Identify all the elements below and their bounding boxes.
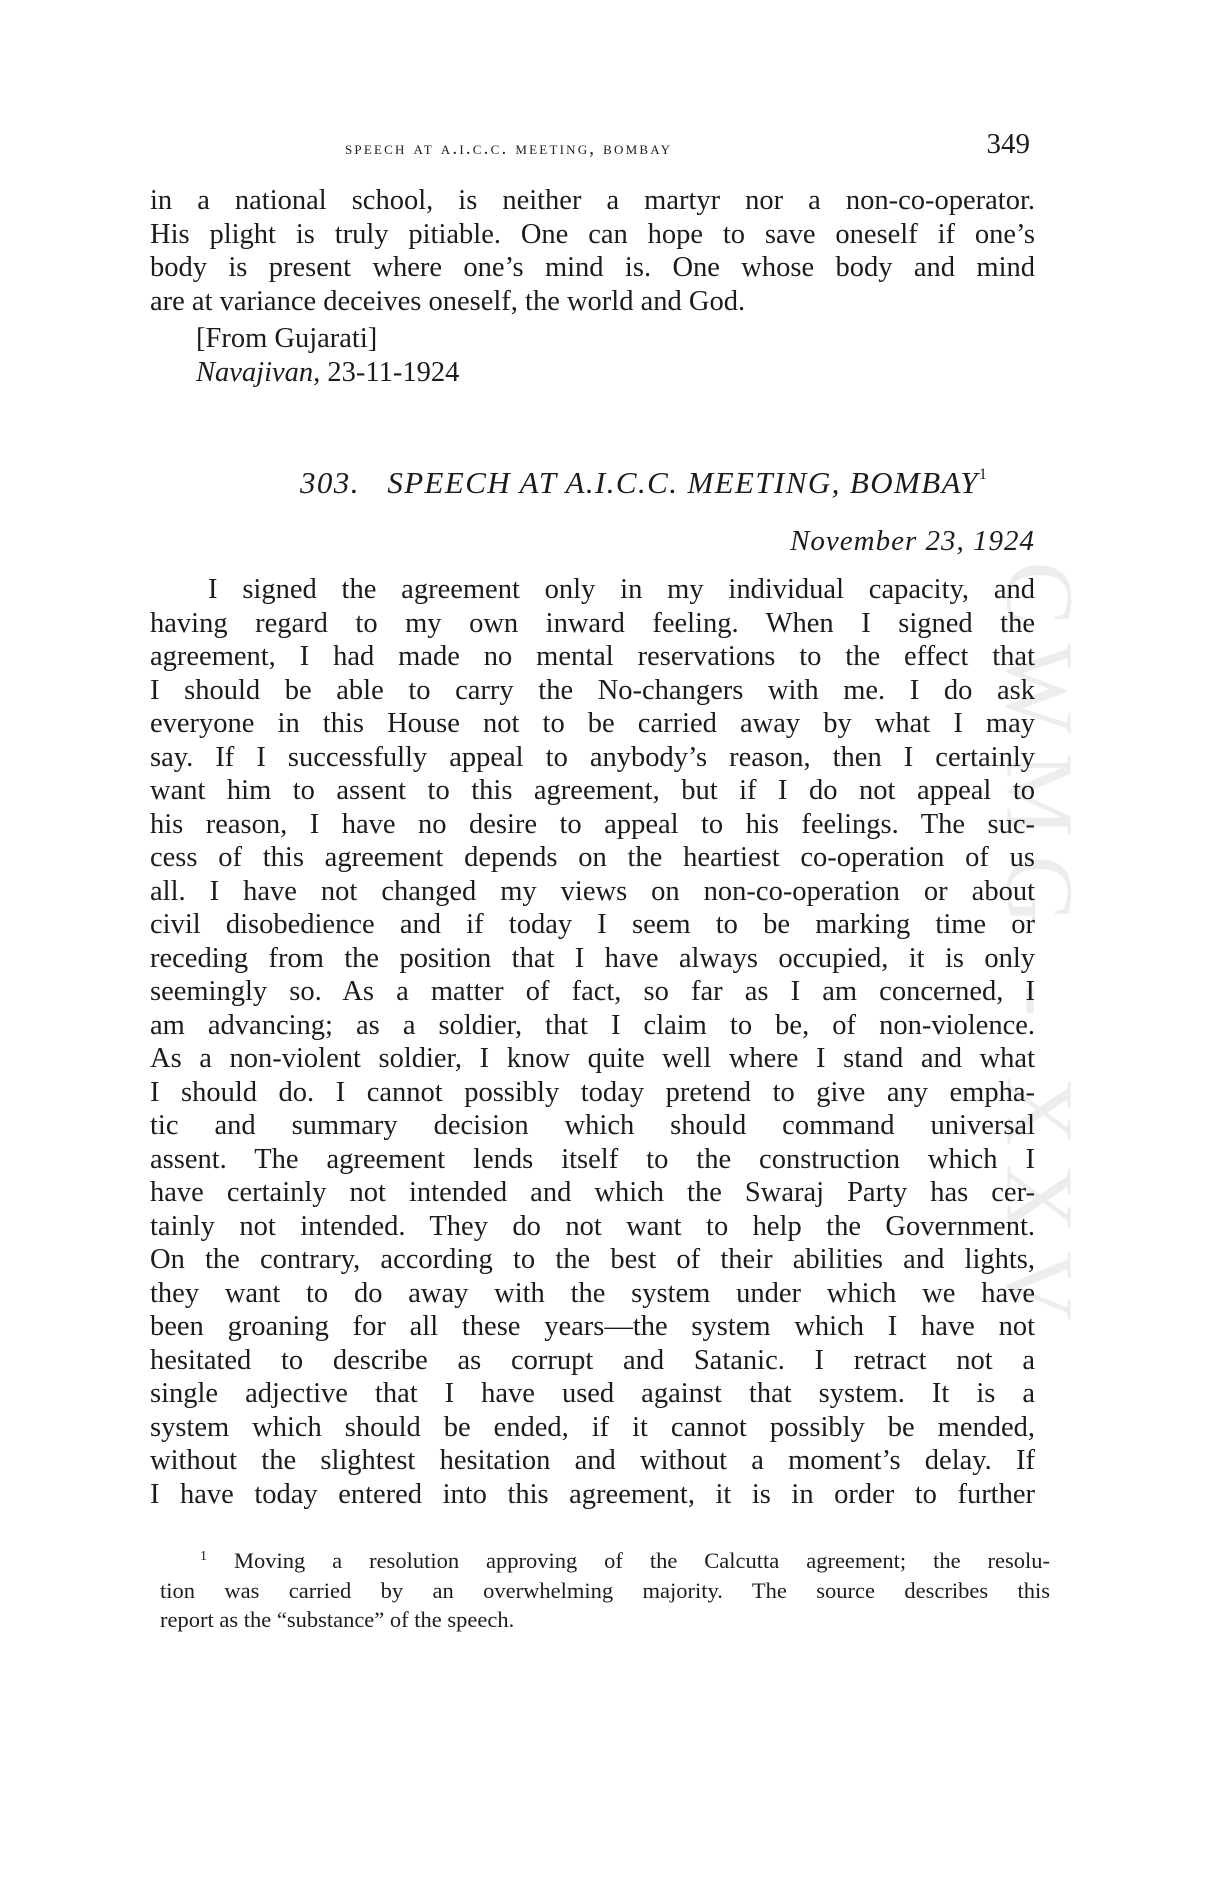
- text-line: tainly not intended. They do not want to help the Government.: [150, 1210, 1035, 1242]
- text-line: single adjective that I have used against that system. It is a: [150, 1378, 1035, 1409]
- section-heading: [300, 465, 988, 501]
- text-line: having regard to my own inward feeling. When I signed the: [150, 607, 1035, 639]
- text-line: been groaning for all these years—the system which I have not: [150, 1311, 1035, 1342]
- text-line: they want to do away with the system under which we have: [150, 1277, 1035, 1309]
- text-line: tic and summary decision which should command universal: [150, 1110, 1035, 1141]
- text-line: in a national school, is neither a martyr nor a non-co-operator.: [150, 185, 1035, 216]
- text-line: I should do. I cannot possibly today pretend to give any empha-: [150, 1076, 1035, 1108]
- text-line: all. I have not changed my views on non-co-operation or about: [150, 875, 1035, 907]
- text-line: I have today entered into this agreement, it is in order to further: [150, 1478, 1035, 1510]
- text-line: system which should be ended, if it cannot possibly be mended,: [150, 1411, 1035, 1443]
- text-line: civil disobedience and if today I seem to be marking time or: [150, 909, 1035, 940]
- watermark: [986, 470, 1094, 1430]
- source-language-note: [From Gujarati]: [196, 323, 378, 354]
- top-paragraph: [150, 184, 1035, 318]
- running-title: speech at a.i.c.c. meeting, bombay: [345, 138, 673, 159]
- watermark-text: CWMG - XXV: [986, 561, 1094, 1339]
- text-line: say. If I successfully appeal to anybody’s reason, then I certainly: [150, 741, 1035, 773]
- footnote-line: tion was carried by an overwhelming majority. The source describes this: [160, 1577, 1050, 1603]
- text-line: receding from the position that I have always occupied, it is only: [150, 942, 1035, 974]
- source-publication-line: [196, 356, 459, 390]
- text-line: cess of this agreement depends on the heartiest co-operation of us: [150, 842, 1035, 873]
- text-line: without the slightest hesitation and without a moment’s delay. If: [150, 1445, 1035, 1476]
- source-date: 23-11-1924: [327, 357, 460, 388]
- text-line: have certainly not intended and which the Swaraj Party has cer-: [150, 1177, 1035, 1208]
- text-line: On the contrary, according to the best of their abilities and lights,: [150, 1244, 1035, 1275]
- footnote: [160, 1542, 1050, 1635]
- section-number: 303.: [300, 465, 360, 500]
- footnote-marker: 1: [978, 466, 989, 483]
- text-line: his reason, I have no desire to appeal to his feelings. The suc-: [150, 808, 1035, 840]
- dateline: November 23, 1924: [790, 525, 1035, 557]
- text-line: body is present where one’s mind is. One whose body and mind: [150, 252, 1035, 283]
- text-line: am advancing; as a soldier, that I claim to be, of non-violence.: [150, 1009, 1035, 1041]
- footnote-line: [160, 1542, 1050, 1576]
- section-title: SPEECH AT A.I.C.C. MEETING, BOMBAY: [387, 465, 979, 500]
- source-publication: Navajivan,: [196, 357, 321, 388]
- text-line: everyone in this House not to be carried away by what I may: [150, 708, 1035, 739]
- text-line: assent. The agreement lends itself to the construction which I: [150, 1143, 1035, 1175]
- text-line: are at variance deceives oneself, the world and God.: [150, 285, 746, 317]
- speech-body: [150, 573, 1035, 1511]
- text-line: As a non-violent soldier, I know quite well where I stand and what: [150, 1043, 1035, 1074]
- running-head: [150, 128, 1030, 168]
- text-line: agreement, I had made no mental reservations to the effect that: [150, 641, 1035, 672]
- text-line: want him to assent to this agreement, but if I do not appeal to: [150, 775, 1035, 806]
- text-line: I signed the agreement only in my individual capacity, and: [208, 574, 1035, 605]
- footnote-line: report as the “substance” of the speech.: [160, 1607, 515, 1632]
- text-line: hesitated to describe as corrupt and Satanic. I retract not a: [150, 1344, 1035, 1376]
- text-line: His plight is truly pitiable. One can hope to save oneself if one’s: [150, 218, 1035, 250]
- page-number: 349: [986, 128, 1030, 160]
- footnote-number: 1: [200, 1549, 207, 1564]
- text-line: I should be able to carry the No-changers with me. I do ask: [150, 674, 1035, 706]
- text-line: seemingly so. As a matter of fact, so far as I am concerned, I: [150, 976, 1035, 1007]
- source-citation: [196, 322, 459, 390]
- footnote-text: Moving a resolution approving of the Calcutta agreement; the resolu-: [233, 1548, 1051, 1573]
